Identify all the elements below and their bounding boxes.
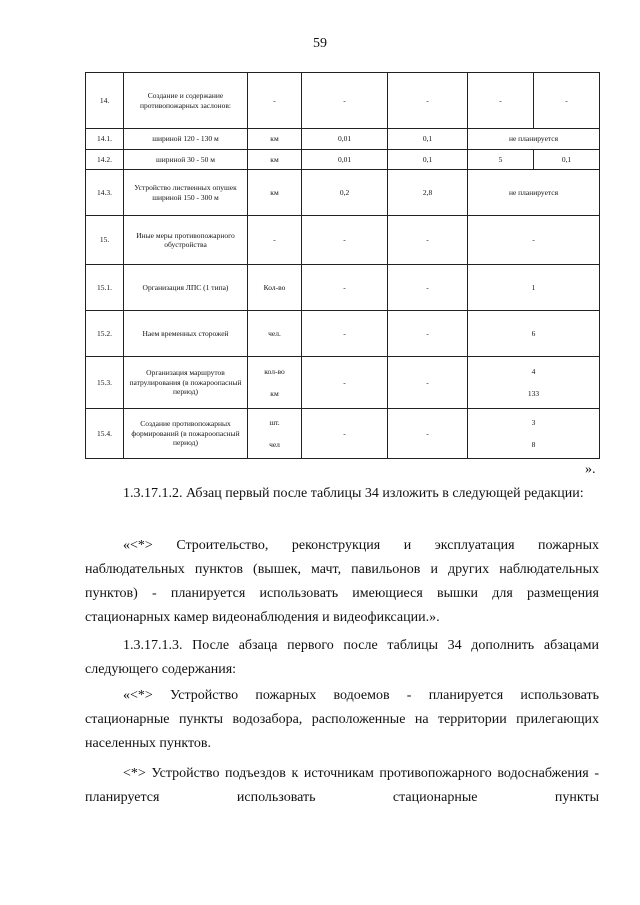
paragraph-text: «<*> Строительство, реконструкция и эксплуатация пожарных наблюдательных пунктов (вышек, мачт, павильонов и других наблюдательных пунктов) - планируется использовать имеющиеся вышки для размещения стационарных камер видеонаблюдения и видеофиксации.».: [85, 538, 599, 625]
measure-name-cell: Устройство лиственных опушек шириной 150 - 300 м: [124, 170, 248, 216]
row-number-cell: 15.: [86, 216, 124, 265]
merged-value-cell-line-1: 4: [531, 367, 536, 377]
merged-value-cell: [468, 357, 600, 409]
merged-value-cell-line-1: 3: [531, 418, 536, 428]
row-number-cell: 15.3.: [86, 357, 124, 409]
value-cell: -: [302, 265, 388, 311]
value-cell: 0,2: [302, 170, 388, 216]
merged-value-cell: [468, 409, 600, 459]
merged-value-cell-line-2: 8: [531, 439, 536, 449]
merged-value-cell-line-2: 133: [527, 388, 540, 398]
unit-cell-line-2: чел: [269, 439, 280, 449]
value-cell: -: [388, 409, 468, 459]
page-number: 59: [313, 36, 327, 51]
measures-table-body: [86, 73, 600, 459]
measure-name-cell: Наем временных сторожей: [124, 311, 248, 357]
table-row: [86, 409, 600, 459]
value-cell: 2,8: [388, 170, 468, 216]
measure-name-cell: Создание и содержание противопожарных заслонов:: [124, 73, 248, 129]
paragraph: [85, 482, 599, 506]
closing-quote-mark: ».: [585, 462, 596, 477]
measure-name-cell: Создание противопожарных формирований (в пожароопасный период): [124, 409, 248, 459]
row-number-cell: 14.: [86, 73, 124, 129]
unit-cell: Кол-во: [248, 265, 302, 311]
paragraph-text: 1.3.17.1.2. Абзац первый после таблицы 34 изложить в следующей редакции:: [123, 486, 584, 501]
paragraph-text: 1.3.17.1.3. После абзаца первого после таблицы 34 дополнить абзацами следующего содержания:: [85, 638, 599, 677]
unit-cell: км: [248, 170, 302, 216]
value-cell: 0,1: [388, 129, 468, 150]
value-cell: -: [302, 409, 388, 459]
value-cell: -: [302, 216, 388, 265]
unit-cell-line-2: км: [270, 388, 279, 398]
paragraph: [85, 762, 599, 810]
measure-name-cell: шириной 120 - 130 м: [124, 129, 248, 150]
value-cell: 0,1: [534, 150, 600, 170]
unit-cell: км: [248, 150, 302, 170]
measures-table: [85, 72, 600, 459]
measure-name-cell: Организация ЛПС (1 типа): [124, 265, 248, 311]
table-row: [86, 216, 600, 265]
paragraph-text: «<*> Устройство пожарных водоемов - планируется использовать стационарные пункты водозабора, расположенные на территории прилегающих населенных пунктов.: [85, 688, 599, 751]
row-number-cell: 14.3.: [86, 170, 124, 216]
unit-cell: [248, 357, 302, 409]
unit-cell: [248, 409, 302, 459]
value-cell: -: [534, 73, 600, 129]
paragraph: [85, 634, 599, 682]
paragraph-text: <*> Устройство подъездов к источникам противопожарного водоснабжения - планируется использовать стационарные пункты: [85, 766, 599, 805]
value-cell: -: [302, 73, 388, 129]
unit-cell: -: [248, 73, 302, 129]
table-row: [86, 129, 600, 150]
measure-name-cell: Организация маршрутов патрулирования (в пожароопасный период): [124, 357, 248, 409]
merged-value-cell: 1: [468, 265, 600, 311]
value-cell: 0,01: [302, 129, 388, 150]
row-number-cell: 15.4.: [86, 409, 124, 459]
value-cell: -: [388, 311, 468, 357]
measure-name-cell: шириной 30 - 50 м: [124, 150, 248, 170]
value-cell: -: [302, 311, 388, 357]
measures-table-wrap: [85, 72, 599, 459]
unit-cell: км: [248, 129, 302, 150]
value-cell: -: [388, 73, 468, 129]
row-number-cell: 14.1.: [86, 129, 124, 150]
table-row: [86, 357, 600, 409]
row-number-cell: 15.2.: [86, 311, 124, 357]
row-number-cell: 14.2.: [86, 150, 124, 170]
value-cell: -: [388, 216, 468, 265]
paragraph: [85, 534, 599, 630]
unit-cell-line-1: шт.: [269, 418, 280, 428]
merged-value-cell: не планируется: [468, 129, 600, 150]
measure-name-cell: Иные меры противопожарного обустройства: [124, 216, 248, 265]
table-row: [86, 170, 600, 216]
value-cell: 0,01: [302, 150, 388, 170]
merged-value-cell: 6: [468, 311, 600, 357]
table-row: [86, 73, 600, 129]
value-cell: 5: [468, 150, 534, 170]
value-cell: -: [468, 73, 534, 129]
unit-cell: чел.: [248, 311, 302, 357]
value-cell: -: [388, 357, 468, 409]
merged-value-cell: не планируется: [468, 170, 600, 216]
unit-cell-line-1: кол-во: [264, 367, 285, 377]
merged-value-cell: -: [468, 216, 600, 265]
value-cell: -: [302, 357, 388, 409]
unit-cell: -: [248, 216, 302, 265]
table-row: [86, 265, 600, 311]
table-row: [86, 150, 600, 170]
table-row: [86, 311, 600, 357]
paragraph: [85, 684, 599, 756]
row-number-cell: 15.1.: [86, 265, 124, 311]
value-cell: -: [388, 265, 468, 311]
value-cell: 0,1: [388, 150, 468, 170]
